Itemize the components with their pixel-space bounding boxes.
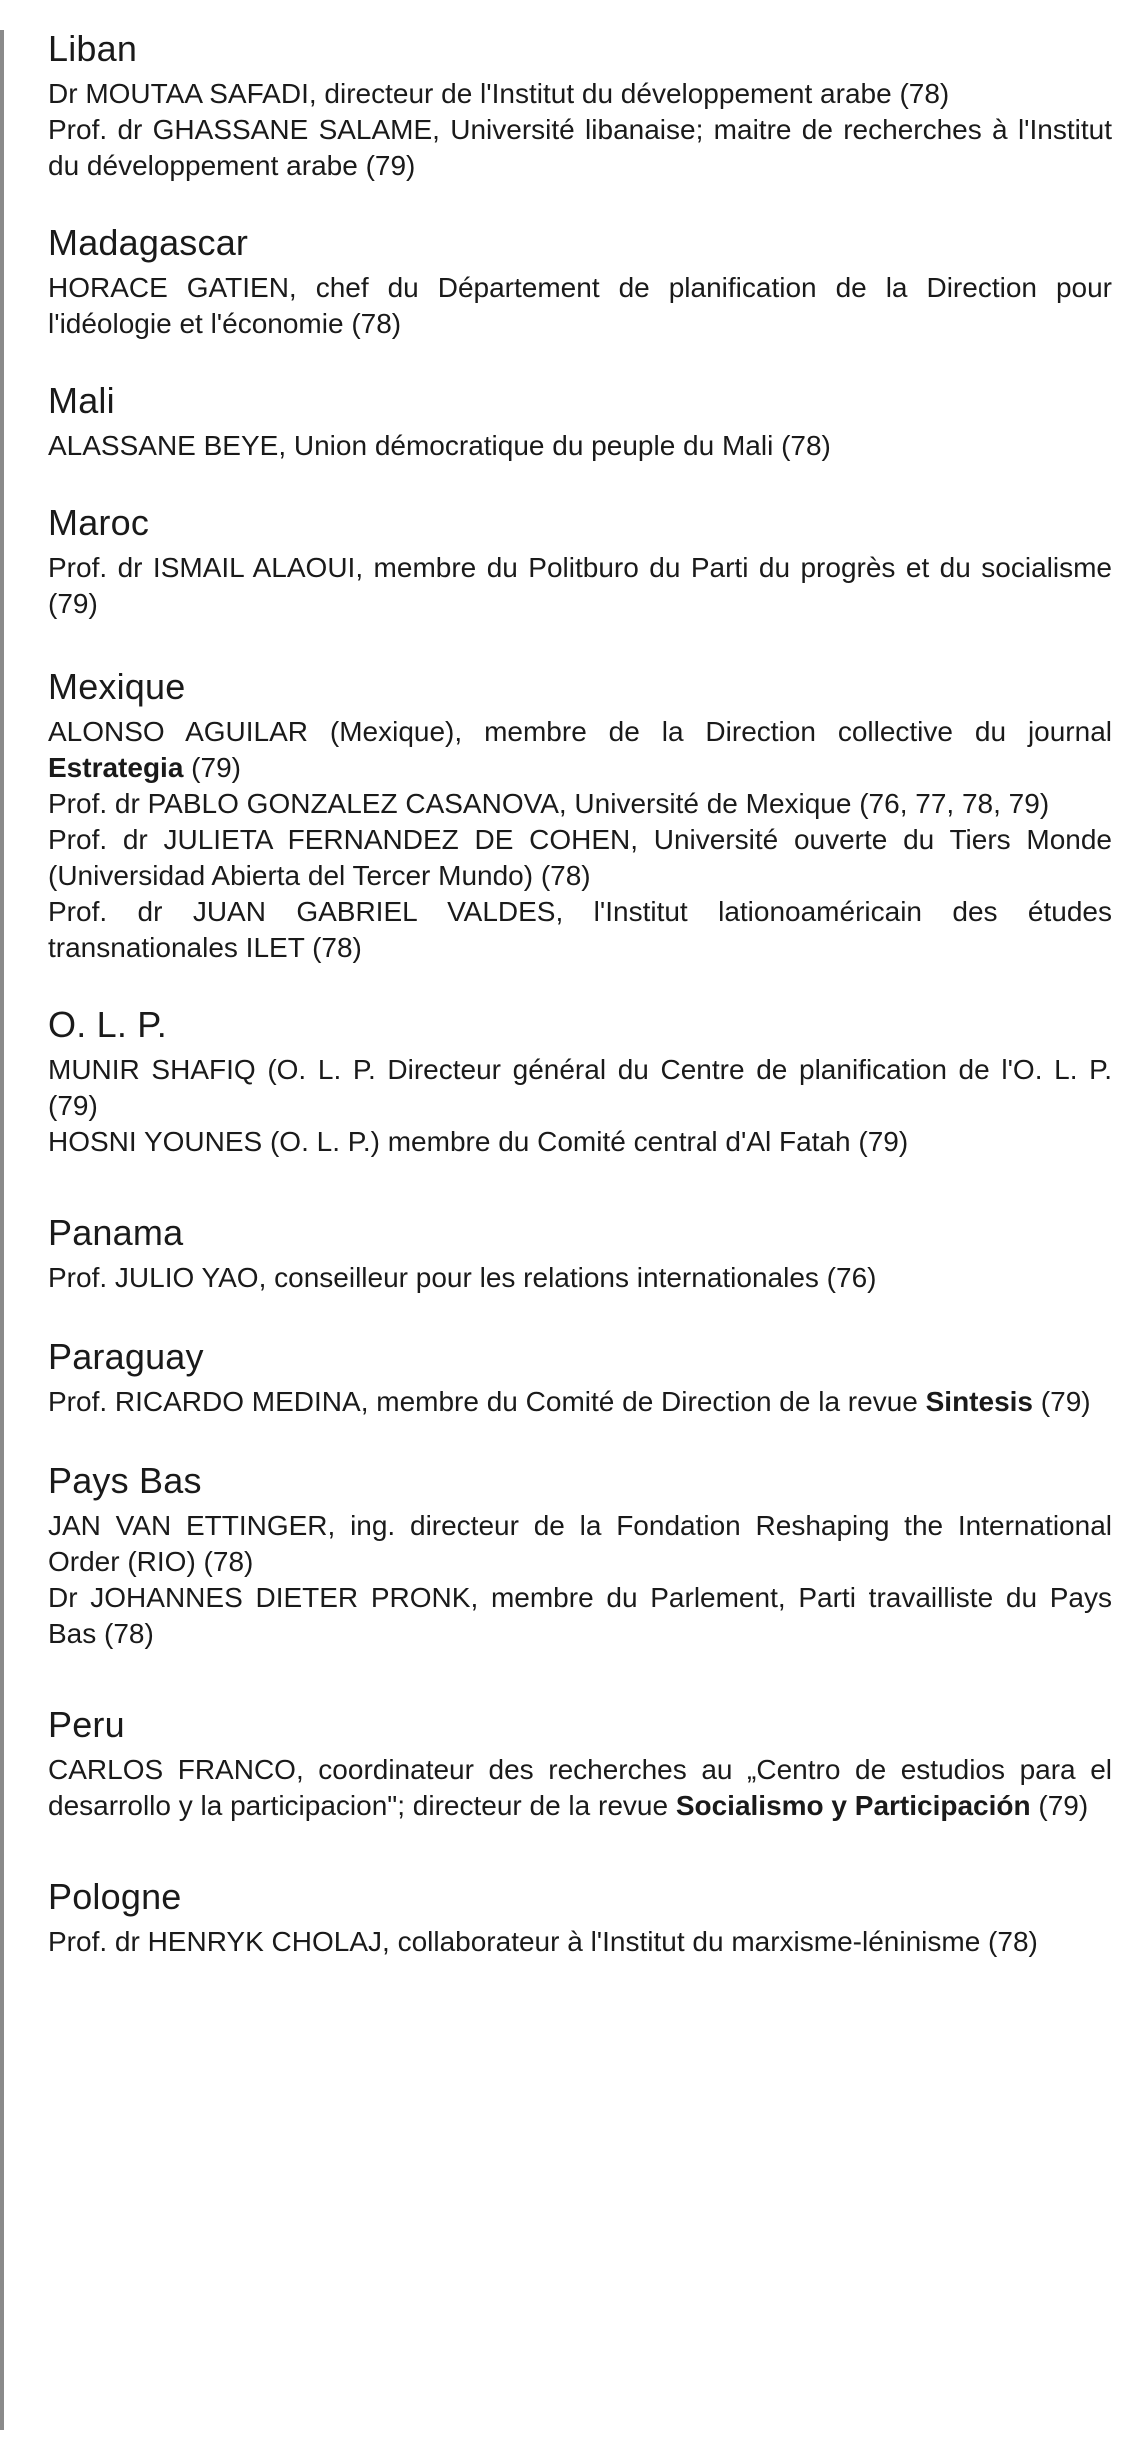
participant-entry: HOSNI YOUNES (O. L. P.) membre du Comité central d'Al Fatah (79): [48, 1126, 909, 1157]
country-heading: Pologne: [48, 1876, 182, 1917]
participant-entry: ALASSANE BEYE, Union démocratique du peuple du Mali (78): [48, 430, 831, 461]
participant-entry: Prof. dr PABLO GONZALEZ CASANOVA, Université de Mexique (76, 77, 78, 79): [48, 788, 1050, 819]
country-heading: Maroc: [48, 502, 150, 543]
participant-entry: Dr JOHANNES DIETER PRONK, membre du Parlement, Parti travailliste du Pays Bas (78): [48, 1582, 1112, 1649]
publication-title: Socialismo y Participación: [675, 1790, 1031, 1821]
participant-entry: Prof. dr GHASSANE SALAME, Université libanaise; maitre de recherches à l'Institut du développement arabe (79): [48, 114, 1112, 181]
participant-entry: JAN VAN ETTINGER, ing. directeur de la Fondation Reshaping the International Order (RIO) (78): [48, 1510, 1112, 1577]
participant-entry: Dr MOUTAA SAFADI, directeur de l'Institut du développement arabe (78): [48, 78, 950, 109]
publication-title: Sintesis: [925, 1386, 1034, 1417]
country-heading: O. L. P.: [48, 1004, 168, 1045]
participant-entry: [48, 1384, 1112, 1420]
participant-entry: [48, 1752, 1112, 1824]
entry-text: CARLOS FRANCO, coordinateur des recherches au „Centro de estudios para el desarrollo y la participacion"; directeur de la revue: [48, 1754, 1112, 1821]
country-section-madagascar: [48, 222, 1112, 342]
country-heading: Liban: [48, 28, 138, 69]
participant-entry: Prof. dr JULIETA FERNANDEZ DE COHEN, Université ouverte du Tiers Monde (Universidad Abierta del Tercer Mundo) (78): [48, 824, 1112, 891]
country-section-mexique: [48, 666, 1112, 966]
country-heading: Pays Bas: [48, 1460, 202, 1501]
country-section-olp: [48, 1004, 1112, 1160]
entry-text: ALONSO AGUILAR (Mexique), membre de la Direction collective du journal: [48, 716, 1112, 747]
country-section-liban: [48, 28, 1112, 184]
country-heading: Mali: [48, 380, 115, 421]
country-section-peru: [48, 1704, 1112, 1824]
country-heading: Madagascar: [48, 222, 249, 263]
country-heading: Panama: [48, 1212, 184, 1253]
participant-entry: [48, 714, 1112, 786]
entry-text: (79): [1030, 1790, 1089, 1821]
participant-entry: Prof. dr ISMAIL ALAOUI, membre du Politburo du Parti du progrès et du socialisme (79): [48, 552, 1112, 619]
entry-text: (79): [183, 752, 241, 783]
participant-list: [48, 28, 1112, 1960]
country-heading: Paraguay: [48, 1336, 204, 1377]
country-section-paraguay: [48, 1336, 1112, 1420]
entry-text: (79): [1033, 1386, 1091, 1417]
participant-entry: Prof. dr HENRYK CHOLAJ, collaborateur à l'Institut du marxisme-léninisme (78): [48, 1926, 1038, 1957]
country-section-mali: [48, 380, 1112, 464]
country-section-panama: [48, 1212, 1112, 1296]
participant-entry: Prof. JULIO YAO, conseilleur pour les relations internationales (76): [48, 1262, 877, 1293]
left-margin-rule: [0, 30, 4, 2430]
country-section-maroc: [48, 502, 1112, 622]
participant-entry: MUNIR SHAFIQ (O. L. P. Directeur général du Centre de planification de l'O. L. P. (79): [48, 1054, 1112, 1121]
participant-entry: HORACE GATIEN, chef du Département de planification de la Direction pour l'idéologie et l'économie (78): [48, 272, 1112, 339]
publication-title: Estrategia: [48, 752, 184, 783]
entry-text: Prof. RICARDO MEDINA, membre du Comité de Direction de la revue: [48, 1386, 926, 1417]
country-section-pologne: [48, 1876, 1112, 1960]
country-section-pays-bas: [48, 1460, 1112, 1652]
participant-entry: Prof. dr JUAN GABRIEL VALDES, l'Institut lationoaméricain des études transnationales ILET (78): [48, 896, 1112, 963]
country-heading: Peru: [48, 1704, 125, 1745]
country-heading: Mexique: [48, 666, 186, 707]
